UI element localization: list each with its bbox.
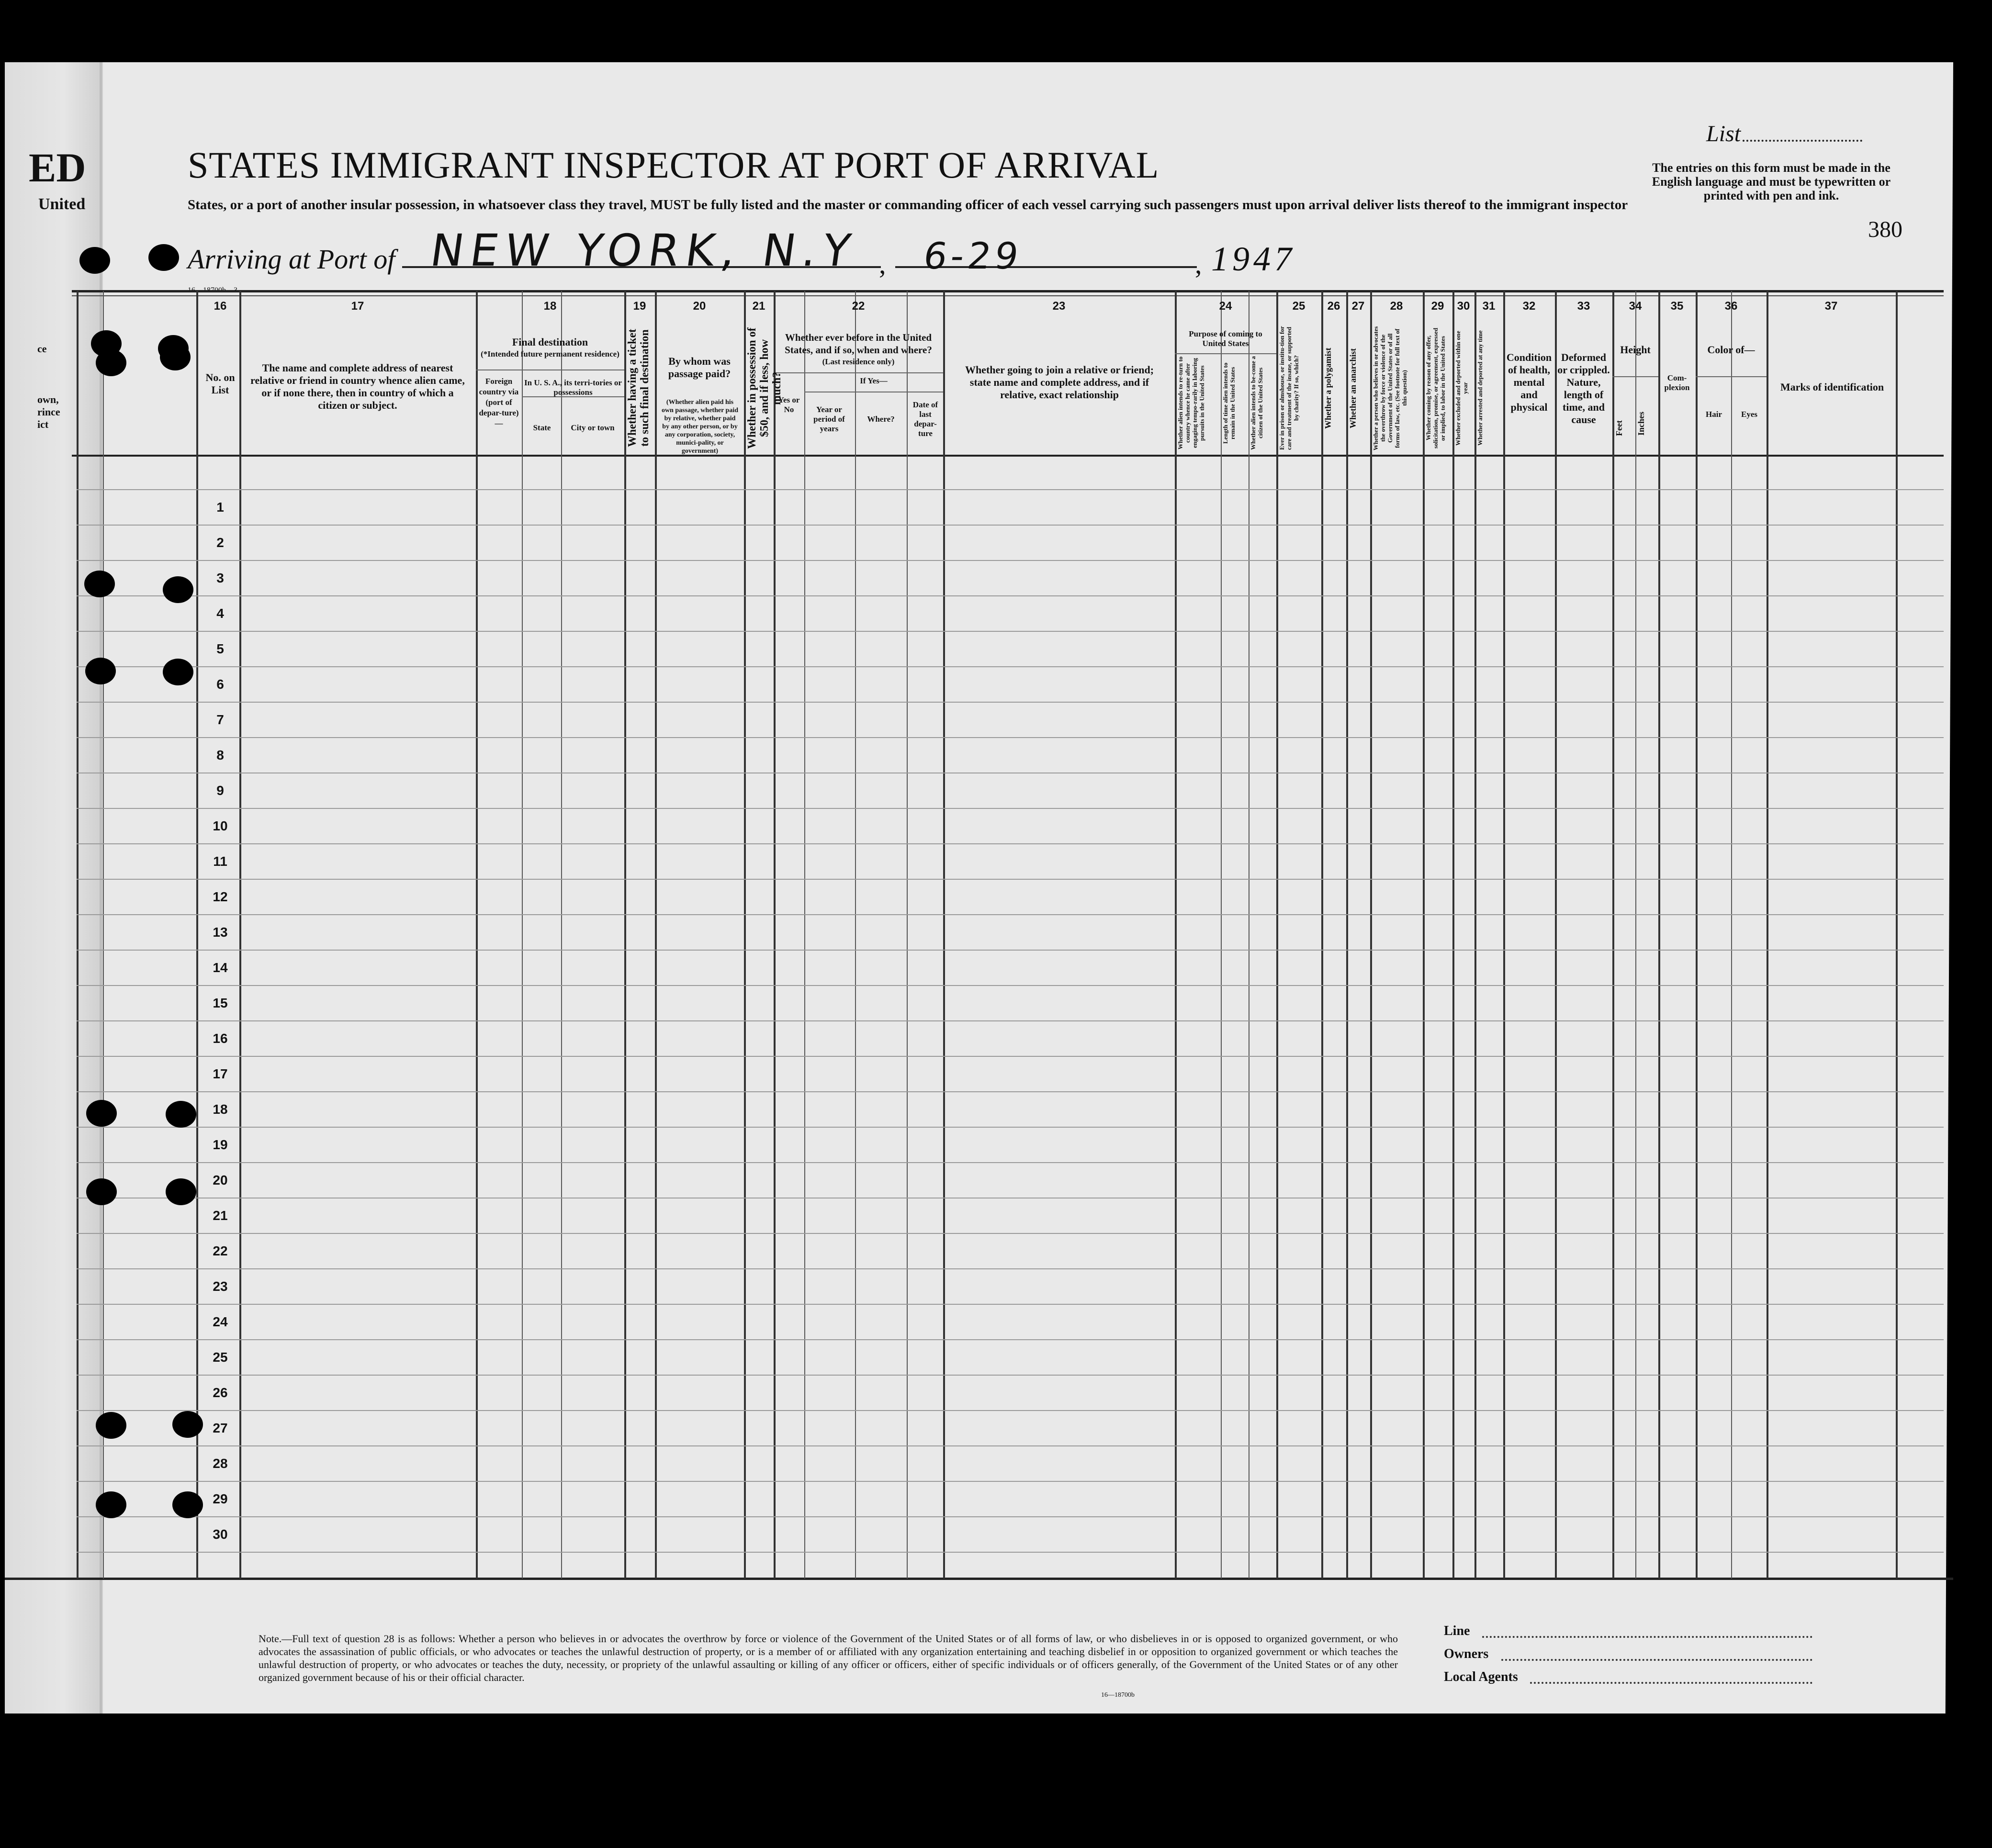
col36-hair: Hair [1706, 410, 1722, 419]
col17-header: The name and complete address of nearest relative or friend in country whence alien came, or if none there, then in country of which a citizen or subject. [250, 362, 465, 411]
row-number: 15 [213, 996, 228, 1010]
row-rule [77, 737, 1944, 738]
row-rule [77, 1091, 1944, 1092]
column-rule [655, 291, 657, 1579]
row-number: 17 [213, 1066, 228, 1081]
column-rule [1370, 291, 1372, 1579]
row-rule [77, 1445, 1944, 1446]
column-rule [1175, 291, 1177, 1579]
column-rule [1321, 291, 1323, 1579]
column-rule [1474, 291, 1476, 1579]
punch-hole [84, 571, 115, 597]
column-number: 26 [1327, 300, 1340, 313]
col24-title: Purpose of coming to United States [1189, 329, 1262, 348]
column-rule [561, 291, 562, 1579]
row-number: 29 [213, 1491, 228, 1506]
column-rule [1503, 291, 1505, 1579]
form-subtitle: States, or a port of another insular possession, in whatsoever class they travel, MUST be fully listed and the master or commanding officer of each vessel carrying such passengers must upon arrival deliver lists thereof to the immigrant inspector [188, 197, 1628, 213]
column-number: 24 [1219, 300, 1232, 313]
row-number: 11 [213, 854, 227, 869]
col24-return: Whether alien intends to re-turn to country whence he came after engaging tempo-rarily in laboring pursuits in the United States [1177, 356, 1205, 450]
separator-comma: , [1195, 248, 1202, 280]
list-label: List [1706, 121, 1741, 146]
punch-hole [85, 658, 116, 684]
line-entry-line [1482, 1636, 1812, 1638]
row-rule [77, 595, 1944, 596]
form-title: STATES IMMIGRANT INSPECTOR AT PORT OF ARRIVAL [188, 144, 1159, 186]
row-number: 13 [213, 925, 228, 940]
row-number: 27 [213, 1421, 228, 1435]
row-number: 26 [213, 1385, 228, 1400]
column-rule [744, 291, 746, 1579]
col23-header: Whether going to join a relative or friend; state name and complete address, and if relative, exact relationship [965, 364, 1154, 401]
punch-hole [96, 349, 126, 376]
punch-hole [163, 576, 193, 603]
arriving-label: Arriving at Port of [188, 244, 395, 275]
column-rule [1696, 291, 1698, 1579]
col34-inches: Inches [1636, 412, 1646, 436]
col22-date: Date of last depar-ture [912, 400, 938, 438]
left-fragment-text: ce [37, 343, 47, 355]
row-rule [77, 1304, 1944, 1305]
column-number: 17 [351, 300, 364, 313]
column-number: 28 [1390, 300, 1403, 313]
col18-city: City or town [571, 423, 615, 432]
col24-citizen: Whether alien intends to be-come a citizen of the United States [1249, 356, 1264, 450]
port-handwritten-value: NEW YORK, N.Y [427, 225, 861, 276]
row-rule [77, 808, 1944, 809]
column-rule [943, 291, 945, 1579]
col35-header: Com-plexion [1664, 373, 1690, 392]
column-rule [1612, 291, 1614, 1579]
header-sub-rule [1612, 376, 1658, 377]
column-rule [1658, 291, 1660, 1579]
column-number: 36 [1724, 300, 1738, 313]
date-handwritten-value: 6-29 [921, 235, 1025, 277]
year-value: 1947 [1211, 240, 1295, 278]
row-rule [77, 1127, 1944, 1128]
column-rule [239, 291, 241, 1579]
column-number: 32 [1522, 300, 1536, 313]
column-rule [907, 291, 908, 1579]
col18-foreign-country: Foreign country via (port of depar-ture)— [479, 377, 519, 428]
row-number: 6 [216, 677, 224, 692]
fold-line [100, 62, 102, 1714]
row-number: 20 [213, 1173, 228, 1187]
punch-hole [166, 1101, 196, 1128]
column-rule [476, 291, 478, 1579]
col36-title: Color of— [1707, 344, 1755, 356]
row-rule [77, 1056, 1944, 1057]
col26-header: Whether a polygamist [1323, 347, 1333, 429]
column-rule [774, 291, 776, 1579]
col29-header: Whether coming by reason of any offer, solicitation, promise, or agreement, expressed or implied, to labor in the United States [1425, 327, 1446, 449]
col30-header: Whether excluded and deported within one year [1454, 331, 1469, 446]
local-agents-label: Local Agents [1444, 1669, 1518, 1684]
row-rule [77, 950, 1944, 951]
row-rule [77, 1339, 1944, 1340]
row-rule [77, 560, 1944, 561]
punch-hole [160, 344, 191, 370]
col21-header: Whether in possession of $50, and if less, how much? [746, 327, 783, 449]
row-rule [77, 1162, 1944, 1163]
column-rule [1767, 291, 1768, 1579]
row-rule [77, 843, 1944, 844]
owners-label: Owners [1444, 1646, 1489, 1661]
form-instructions: The entries on this form must be made in the English language and must be typewritten or printed with pen and ink. [1652, 161, 1891, 202]
row-rule [77, 1516, 1944, 1517]
col19-header: Whether having a ticket to such final destination [626, 329, 651, 448]
footnote-question-28: Note.—Full text of question 28 is as follows: Whether a person who believes in or advocates the overthrow by force or violence of the Government of the United States or of all forms of law, or who disbelieves in or is opposed to organized government, or who advocates the assassination of public officials, or who advocates or teaches the unlawful destruction of property, or is a member of or affiliated with any organization entertaining and teaching disbelief in or opposition to organized government or which teaches the unlawful destruction of property, or who advocates or teaches the duty, necessity, or propriety of the unlawful assaulting or killing of any officer or officers, either of specific individuals or of officers generally, of the Government of the United States or of any other organized government because of his or their official character. [259, 1633, 1398, 1683]
punch-hole [96, 1491, 126, 1518]
punch-hole [148, 244, 179, 271]
row-rule [77, 1552, 1944, 1553]
column-rule [1731, 291, 1732, 1579]
column-rule [77, 291, 79, 1579]
row-number: 3 [216, 571, 224, 585]
grid-top-rule [72, 290, 1944, 292]
punch-hole [79, 247, 110, 274]
column-rule [1221, 291, 1222, 1579]
col22-if-yes: If Yes— [860, 376, 888, 385]
row-number: 23 [213, 1279, 228, 1294]
col18-note: (*Intended future permanent residence) [481, 349, 619, 358]
grid-bottom-rule [5, 1578, 1953, 1580]
row-number: 24 [213, 1314, 228, 1329]
column-rule [1635, 291, 1636, 1579]
col36-eyes: Eyes [1741, 410, 1757, 419]
col22-where: Where? [867, 414, 895, 424]
row-rule [77, 525, 1944, 526]
col18-title: Final destination [512, 336, 588, 348]
col18-usa: In U. S. A., its terri-tories or possessions [524, 378, 622, 397]
column-rule [1423, 291, 1425, 1579]
column-number: 30 [1457, 300, 1470, 313]
column-number: 23 [1052, 300, 1066, 313]
column-rule [1452, 291, 1454, 1579]
column-rule [1896, 291, 1898, 1579]
row-number: 28 [213, 1456, 228, 1471]
row-rule [77, 985, 1944, 986]
row-rule [77, 879, 1944, 880]
column-number: 18 [543, 300, 557, 313]
row-rule [77, 702, 1944, 703]
column-number: 33 [1577, 300, 1590, 313]
line-label: Line [1444, 1624, 1470, 1638]
column-rule [1346, 291, 1348, 1579]
row-number: 10 [213, 818, 228, 833]
left-fragment-text: rince [37, 406, 60, 418]
local-agents-entry-line [1530, 1682, 1812, 1684]
left-fragment-text: own, [37, 393, 59, 405]
col32-header: Condition of health, mental and physical [1506, 351, 1552, 413]
column-rule [103, 291, 104, 1579]
row-number: 25 [213, 1350, 228, 1365]
column-number: 20 [693, 300, 706, 313]
row-rule [77, 1020, 1944, 1021]
column-rule [1555, 291, 1557, 1579]
column-number: 29 [1431, 300, 1444, 313]
col22-title: Whether ever before in the United States, and if so, when and where? [785, 332, 932, 356]
row-rule [77, 914, 1944, 915]
row-number: 1 [216, 500, 224, 515]
row-number: 9 [216, 783, 224, 798]
list-entry-line [1743, 140, 1862, 142]
col24-length: Length of time alien intends to remain in the United States [1222, 362, 1236, 444]
header-sub-rule [1696, 376, 1767, 377]
punch-hole [96, 1412, 126, 1439]
punch-hole [86, 1100, 117, 1127]
row-rule [77, 1481, 1944, 1482]
row-number: 14 [213, 960, 228, 975]
column-rule [855, 291, 856, 1579]
col20-title: By whom was passage paid? [668, 355, 731, 380]
col31-header: Whether arrested and deported at any time [1476, 330, 1484, 446]
row-rule [77, 1375, 1944, 1376]
row-rule [77, 631, 1944, 632]
column-rule [804, 291, 805, 1579]
column-number: 21 [752, 300, 765, 313]
header-sub-rule [774, 372, 943, 373]
col22-year: Year or period of years [813, 405, 845, 433]
row-rule [77, 489, 1944, 490]
row-number: 21 [213, 1208, 228, 1223]
row-number: 12 [213, 889, 228, 904]
row-number: 5 [216, 641, 224, 656]
column-number: 22 [852, 300, 865, 313]
column-rule [1276, 291, 1278, 1579]
row-rule [77, 666, 1944, 667]
left-fragment-title: ED [29, 145, 86, 190]
punch-hole [86, 1178, 117, 1205]
sheet-number: 380 [1868, 217, 1902, 242]
row-number: 18 [213, 1102, 228, 1117]
footnote-form-code: 16—18700b [1101, 1691, 1135, 1699]
punch-hole [172, 1411, 203, 1438]
column-number: 34 [1629, 300, 1642, 313]
col16-header: No. on List [205, 371, 235, 396]
col28-header: Whether a person who believes in or advocates the overthrow by force or violence of the Government of the United States or of all forms of law, etc. (See footnote for full text of this question) [1372, 326, 1408, 450]
row-number: 19 [213, 1137, 228, 1152]
row-number: 16 [213, 1031, 228, 1046]
row-rule [77, 1233, 1944, 1234]
col27-header: Whether an anarchist [1348, 348, 1358, 428]
column-number: 31 [1482, 300, 1496, 313]
left-fragment-text: ict [37, 418, 49, 430]
row-number: 2 [216, 535, 224, 550]
folded-page-edge [5, 62, 103, 1714]
row-number: 30 [213, 1527, 228, 1542]
row-number: 7 [216, 712, 224, 727]
col18-state: State [533, 423, 551, 432]
col25-header: Ever in prison or almshouse, or institu-tion for care and treatment of the insane, or supported by charity? If so, which? [1278, 326, 1300, 450]
column-rule [522, 291, 523, 1579]
row-rule [77, 1410, 1944, 1411]
col37-header: Marks of identification [1780, 381, 1884, 393]
header-bottom-rule [72, 455, 1944, 457]
left-fragment-subtitle: United [38, 195, 86, 213]
column-number: 27 [1351, 300, 1365, 313]
column-number: 37 [1824, 300, 1838, 313]
column-rule [624, 291, 626, 1579]
punch-hole [163, 659, 193, 685]
row-number: 4 [216, 606, 224, 621]
column-number: 19 [633, 300, 646, 313]
col22-yes-no: Yes or No [778, 395, 800, 414]
col20-note: (Whether alien paid his own passage, whether paid by relative, whether paid by any other person, or by any corporation, society, munici-pality, or government) [662, 399, 738, 455]
separator-comma: , [879, 248, 886, 280]
column-rule [196, 291, 198, 1579]
row-number: 8 [216, 748, 224, 762]
row-number: 22 [213, 1243, 228, 1258]
column-number: 25 [1292, 300, 1305, 313]
col34-feet: Feet [1614, 420, 1624, 437]
punch-hole [166, 1178, 196, 1205]
col34-title: Height [1620, 344, 1651, 356]
owners-entry-line [1501, 1659, 1812, 1661]
grid-top-rule-thin [72, 295, 1944, 296]
col22-note: (Last residence only) [822, 357, 895, 366]
column-number: 35 [1670, 300, 1684, 313]
punch-hole [172, 1491, 203, 1518]
row-rule [77, 1268, 1944, 1269]
column-number: 16 [214, 300, 227, 313]
col33-header: Deformed or crippled. Nature, length of time, and cause [1557, 351, 1610, 426]
